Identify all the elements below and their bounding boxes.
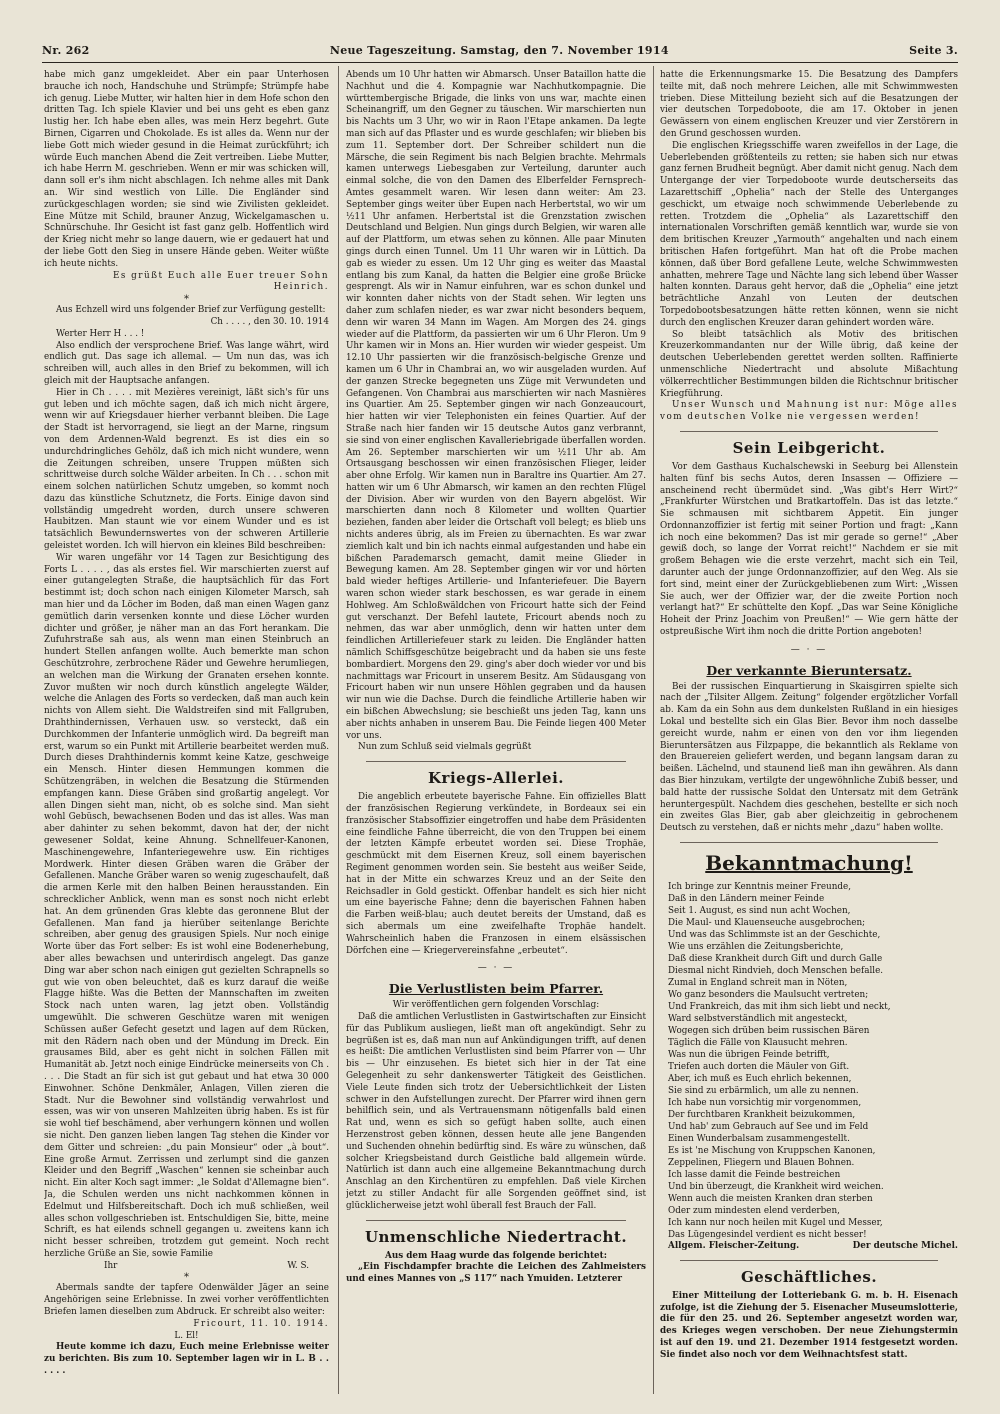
- separator-star: *: [184, 294, 189, 306]
- poem-line: Und Frankreich, das mit ihm sich liebt und neckt,: [668, 1002, 891, 1013]
- letter-text: Abends um 10 Uhr hatten wir Abmarsch. Unser Bataillon hatte die Nachhut und die 4. Kompagnie war Nachhutkompagnie. Die württembergische Brigade, die links von uns war, machte einen Scheinangriff, um den Gegner zu täuschen. Wir marschierten nun bis Nachts um 3 Uhr, wo wir in Raon l'Etape ankamen. Da legte man sich auf das Pflaster und es wurde geschlafen; wir blieben bis zum 11. September dort. Der Schreiber schildert nun die Märsche, die sein Regiment bis nach Belgien brachte. Mehrmals kamen unterwegs Liebesgaben zur Verteilung, darunter auch einmal solche, die von den Damen des Elberfelder Fernsprech-Amtes gesammelt waren. Wir lesen dann weiter: Am 23. September gings weiter über Eupen nach Herbertstal, wo wir um ½11 Uhr anfamen. Herbertstal ist die Grenzstation zwischen Deutschland und Belgien. Nun gings durch Belgien, wir waren alle auf der Plattform, um etwas sehen zu können. Alle paar Minuten gings durch einen Tunnel. Um 11 Uhr waren wir in Lüttich. Da gab es wieder zu essen. Um 12 Uhr ging es weiter das Maastal entlang bis zum Kanal, da hatten die Belgier eine große Brücke gesprengt. Als wir in Namur einfuhren, war es schon dunkel und wir konnten daher nichts von der Stadt sehen. Wir legten uns daher zum schlafen nieder, es war zwar nicht besonders bequem, denn wir waren 34 Mann im Wagen. Am Morgen des 24. gings wieder auf die Plattform, da passierten wir um 6 Uhr Fleron. Um 9 Uhr kamen wir in Mons an. Hier wurden wir wieder gespeist. Um 12.10 Uhr passierten wir die französisch-belgische Grenze und kamen um 6 Uhr in Chambrai an, wo wir ausgeladen wurden. Auf der ganzen Strecke begegneten uns Züge mit Verwundeten und Gefangenen. Von Chambrai aus marschierten wir nach Masnières ins Quartier. Am 25. September gingen wir nach Gonzeaucourt, hier hatten wir vier Telephonisten ein feines Quartier. Auf der Straße nach hier fanden wir 15 deutsche Autos ganz verbrannt, sie sind von einer englischen Kavalleriebrigade überfallen worden. Am 26. September marschierten wir um ½11 Uhr ab. Am Ortsausgang beschossen wir einen französischen Flieger, leider aber ohne Erfolg. Wir kamen nun in Baraltre ins Quartier. Am 27. hatten wir um 6 Uhr Abmarsch, wir kamen an den rechten Flügel der Division. Aber wir wurden von den Bayern abgelöst. Wir marschierten dann noch 8 Kilometer und wollten Quartier beziehen, fanden aber leider die Ortschaft voll belegt; es blieb uns nichts anderes übrig, als im Freien zu übernachten. Es war zwar ziemlich kalt und bin ich nachts einmal aufgestanden und habe ein bißchen Parademarsch gemacht, damit meine Glieder in Bewegung kamen. Am 28. September gingen wir vor und hörten bald wieder heftiges Artillerie- und Infanteriefeuer. Die Bayern waren schon wieder stark beschossen, es war gerade in einem Hohlweg. Am Schloßwäldchen von Fricourt hatte sich der Feind gut verschanzt. Der Befehl lautete, Fricourt abends noch zu nehmen, das war aber unmöglich, denn wir hatten unter dem feindlichen Artilleriefeuer stark zu leiden. Die Engländer hatten nämlich Schiffsgeschütze beigebracht und da haben sie uns feste bombardiert. Morgens den 29. ging's aber doch wieder vor und bis nachmittags war Fricourt in unserem Besitz. Am Südausgang von Fricourt haben wir nun unsere Höhlen gegraben und da hausen wir nun wie die Dachse. Durch die feindliche Artillerie haben wir ein bißchen Abwechslung; sie beschießt uns jeden Tag, kann uns aber nichts anhaben in unserem Bau. Die Feinde liegen 400 Meter vor uns.: [346, 70, 646, 741]
- section-rule: [366, 761, 626, 762]
- separator-ornament: — · —: [790, 644, 828, 655]
- poem-line: Wogegen sich drüben beim russischen Bären: [668, 1026, 870, 1037]
- issue-number: Nr. 262: [42, 43, 90, 57]
- heading-niedertracht: Unmenschliche Niedertracht.: [364, 1227, 628, 1246]
- column-3: [660, 70, 958, 1394]
- letter-signature: [44, 1261, 329, 1273]
- poem-footer: [668, 1241, 958, 1253]
- letter-dateline: Ch . . . . , den 30. 10. 1914: [210, 316, 329, 327]
- article-text: „Ein Fischdampfer brachte die Leichen des Zahlmeisters und eines Mannes von „S 117“ nach Ymuiden. Letzterer: [346, 1262, 646, 1285]
- letter-text: Wir waren ungefähr vor 14 Tagen zur Besichtigung des Forts L . . . . , das als erstes fiel. Wir marschierten zuerst auf einer gutangelegten Straße, die hauptsächlich für das Fort bestimmt ist; doch schon nach einigen Kilometer Marsch, sah man hier und da Löcher im Boden, daß man einen Wagen ganz gemütlich darin versenken konnte und diese Löcher wurden dichter und größer, je näher man an das Fort herankam. Die Zufuhrstraße sah aus, als wenn man einen Steinbruch an hundert Stellen anfangen wollte. Auch bemerkte man schon Geschützrohre, zerbrochene Räder und Gewehre herumliegen, an welchen man die Wirkung der Granaten ersehen konnte. Zuvor mußten wir noch durch künstlich angelegte Wälder, welche die Anlagen des Forts so verdecken, daß man auch kein nichts von Allem sieht. Die Waldstreifen sind mit Fallgruben, Drahthindernissen, Verhauen usw. so versteckt, daß ein Durchkommen der Infanterie unmöglich wird. Da begreift man erst, warum so ein Punkt mit Artillerie bearbeitet werden muß. Durch dieses Drahthindernis kommt keine Katze, geschweige ein Mensch. Hinter diesen Hemmungen kommen die Schützengräben, in welchen die Besatzung die Stürmenden empfangen kann. Diese Gräben sind großartig angelegt. Vor allen Dingen sieht man, nicht, ob es solche sind. Man sieht wohl Gebüsch, bewachsenen Boden und das ist alles. Was man aber dahinter zu sehen bekommt, davon hat der, der nicht gewesener Soldat, keine Ahnung. Schnellfeuer-Kanonen, Maschinengewehre, Infanteriegewehre usw. Ein richtiges Mordwerk. Hinter diesen Gräben waren die Gräber der Gefallenen. Manche Gräber waren so wenig zugeschaufelt, daß die armen Kerle mit den halben Beinen herausstanden. Ein schrecklicher Anblick, wenn man es sonst noch nicht erlebt hat. An dem grünenden Gras klebte das geronnene Blut der Gefallenen. Man fand ja hierüber seitenlange Berichte schreiben, aber genug des grausigen Spiels. Nur noch einige Worte über das Fort selber: Es ist wohl eine Bodenerhebung, aber alles bewachsen und unterirdisch angelegt. Das ganze Ding war aber schon nach einigen gut gezielten Schrapnells so gut wie von oben beleuchtet, daß es kurz darauf die weiße Flagge hißte. Was die Betten der Mannschaften im zweiten Stock nach unten waren, lag jetzt oben. Vollständig umgewühlt. Die schweren Geschütze waren mit wenigen Schüssen außer Gefecht gesetzt und lagen auf dem Rücken, mit den Rädern nach oben und der Mündung im Dreck. Ein grausames Bild, aber es geht nicht in solchen Fällen mit Humanität ab. Jetzt noch einige Eindrücke meinerseits von Ch . . . . Die Stadt an für sich ist gut gebaut und hat etwa 30 000 Einwohner. Schöne Denkmäler, Anlagen, Villen zieren die Stadt. Nur die Bewohner sind vollständig verwahrlost und essen, was wir von unseren Mahlzeiten übrig haben. Es ist für sie wohl tief beschämend, aber verhungern können und wollen sie nicht. Den ganzen lieben langen Tag stehen die Kinder vor dem Gitter und schreien: „du pain Monsieur“ oder „à bout“. Eine große Armut. Zerrissen und zerlumpt sind die ganzen Kleider und den Begriff „Waschen“ kennen sie scheinbar auch nicht. Ein alter Koch sagt immer: „le Soldat d'Allemagne bien“. Ja, die Schulen werden uns nicht nachkommen können in Edelmut und Hilfsbereitschaft. Doch ich muß schließen, weil alles schon vollgeschrieben ist. Entschuldigen Sie, bitte, meine Schrift, es hat eilends schnell gegangen u. zweitens kann ich nicht besser schreiben, trotzdem gut gemeint. Noch recht herzliche Grüße an Sie, sowie Familie: [44, 552, 329, 1259]
- article-appeal: Unser Wunsch und Mahnung ist nur: Möge alles vom deutschen Volke nie vergessen werden!: [660, 400, 958, 423]
- article-text: So bleibt tatsächlich als Motiv des britischen Kreuzerkommandanten nur der Wille übrig, daß keine der deutschen Ueberlebenden gerettet werden sollten. Raffinierte unmenschliche Niedertracht und absolute Mißachtung völkerrechtlicher Bestimmungen bilden die Richtschnur britischer Kriegführung.: [660, 329, 958, 399]
- header-rule: [42, 62, 958, 63]
- article-lead: Wir veröffentlichen gern folgenden Vorschlag:: [392, 1000, 600, 1011]
- poem-line: Was nun die übrigen Feinde betrifft,: [668, 1050, 830, 1061]
- column-divider: [653, 66, 654, 1394]
- signature-left: Ihr: [104, 1260, 118, 1271]
- separator-star: *: [184, 1272, 189, 1284]
- article-text: hatte die Erkennungsmarke 15. Die Besatzung des Dampfers teilte mit, daß noch mehrere Leichen, alle mit Schwimmwesten trieben. Diese Mitteilung bezieht sich auf die Besatzungen der vier deutschen Torpedoboote, die am 17. Oktober in jenen Gewässern von einem englischen Kreuzer und vier Zerstörern in den Grund geschossen wurden.: [660, 70, 958, 139]
- heading-verlustlisten: Die Verlustlisten beim Pfarrer.: [388, 981, 604, 997]
- poem-line: Einen Wunderbalsam zusammengestellt.: [668, 1134, 850, 1145]
- section-rule: [680, 842, 938, 843]
- column-1: [44, 70, 329, 1394]
- letter-dateline: Fricourt, 11. 10. 1914.: [193, 1318, 329, 1329]
- letter-text: Heute komme ich dazu, Euch meine Erlebnisse weiter zu berichten. Bis zum 10. September lagen wir in L. B . . . . . .: [44, 1342, 329, 1377]
- poem-line: Diesmal nicht Rindvieh, doch Menschen befalle.: [668, 966, 884, 977]
- letter-text: habe mich ganz umgekleidet. Aber ein paar Unterhosen brauche ich noch, Handschuhe und Strümpfe; Strümpfe habe ich genug. Liebe Mutter, wir halten hier in dem Hofe schon den dritten Tag. Ich spiele Klavier und bei uns geht es eben ganz lustig her. Ich habe eben alles, was mein Herz begehrt. Gute Birnen, Cigarren und Chokolade. Es ist alles da. Wenn nur der liebe Gott mich wieder gesund in die Heimat zurückführt; ich würde Euch manchen Abend die Zeit vertreiben. Liebe Mutter, ich habe Herrn M. geschrieben. Wenn er mir was schicken will, dann soll er's ihm nicht abschlagen. Ich nehme alles mit Dank an. Wir sind westlich von Lille. Die Engländer sind zurückgeschlagen worden; sie sind wie Zivilisten gekleidet. Eine Mütze mit Schild, brauner Anzug, Wickelgamaschen u. Schnürschuhe. Ihr Gesicht ist fast ganz gelb. Hoffentlich wird der Krieg nicht mehr so lange dauern, wie er gedauert hat und der liebe Gott den Sieg in unsere Hände geben. Weiter wüßte ich heute nichts.: [44, 70, 329, 269]
- letter-salutation: L. El!: [174, 1330, 199, 1341]
- poem-line: Ward selbstverständlich mit angesteckt,: [668, 1014, 848, 1025]
- article-text: Die angeblich erbeutete bayerische Fahne. Ein offizielles Blatt der französischen Regierung verkündete, in Bordeaux sei ein französischer Stabsoffizier eingetroffen und habe dem Präsidenten eine feindliche Fahne überreicht, die von den Truppen bei einem der letzten Kämpfe erbeutet worden sei. Diese Trophäe, geschmückt mit dem Eisernen Kreuz, soll einem bayerischen Regiment genommen worden sein. Sie besteht aus weißer Seide, hat in der Mitte ein schwarzes Kreuz und an der Seite den Reichsadler in Gold gestickt. Offenbar handelt es sich hier nicht um eine bayerische Fahne; denn die bayerischen Fahnen haben die Farben weiß-blau; auch deutet bereits der Umstand, daß es sich abermals um eine zweifelhafte Trophäe handelt. Wahrscheinlich haben die Franzosen in einem elsässischen Dörfchen eine — Kriegervereinsfahne „erbeutet“.: [346, 792, 646, 956]
- heading-leibgericht: Sein Leibgericht.: [732, 438, 886, 457]
- letter-text: Hier in Ch . . . . mit Mezières vereinigt, läßt sich's für uns gut leben und ich möchte sagen, daß ich mich nicht ärgere, wenn wir auf Kriegsdauer hierher verbannt bleiben. Die Lage der Stadt ist hervorragend, sie liegt an der Marne, ringsum von dem Ardennen-Wald begrenzt. Es ist dies ein so undurchdringliches Gehölz, daß ich mich nicht wundere, wenn die Zeitungen schreiben, unsere Truppen müßten sich schrittweise durch solche Wälder arbeiten. In Ch . . . schon mit einem solchen natürlichen Schutz umgeben, so kommt noch dazu das künstliche Schutznetz, die Forts. Einige davon sind vollständig umgedreht worden, durch unsere schweren Haubitzen. Man staunt wie vor einem Wunder und es ist tatsächlich Bewundernswertes von der schweren Artillerie geleistet worden. Ich will hiervon ein kleines Bild beschreiben:: [44, 387, 329, 552]
- poem-line: Und hab' zum Gebrauch auf See und im Feld: [668, 1122, 869, 1133]
- poem-line: Die Maul- und Klauenseuche ausgebrochen;: [668, 918, 866, 929]
- heading-kriegs-allerlei: Kriegs-Allerlei.: [428, 769, 564, 788]
- poem: [668, 881, 958, 1241]
- signature-right: W. S.: [287, 1260, 309, 1271]
- letter-text: Also endlich der versprochene Brief. Was lange währt, wird endlich gut. Das sage ich allemal. — Um nun das, was ich schreiben will, auch alles in den Brief zu bekommen, will ich gleich mit der Hauptsache anfangen.: [44, 340, 329, 386]
- poem-line: Und was das Schlimmste ist an der Geschichte,: [668, 930, 881, 941]
- poem-line: Ich bringe zur Kenntnis meiner Freunde,: [668, 882, 852, 893]
- poem-source: Allgem. Fleischer-Zeitung.: [668, 1241, 800, 1252]
- poem-line: Wie uns erzählen die Zeitungsberichte,: [668, 942, 844, 953]
- separator-ornament: — · —: [477, 963, 515, 974]
- poem-line: Der furchtbaren Krankheit beizukommen,: [668, 1110, 856, 1121]
- letter-closing: Nun zum Schluß seid vielmals gegrüßt: [358, 742, 532, 753]
- poem-line: Ich kann nur noch heilen mit Kugel und Messer,: [668, 1218, 883, 1229]
- article-text: Vor dem Gasthaus Kuchalschewski in Seeburg bei Allenstein halten fünf bis sechs Autos, deren Insassen — Offiziere — anscheinend recht übermüdet sind. „Was gibt's Herr Wirt?“ „Frankfurter Würstchen und Bratkartoffeln. Das ist das letzte.“ Sie schmausen mit sichtbarem Appetit. Ein junger Ordonnanzoffizier ist fertig mit seiner Portion und fragt: „Kann ich noch eine bekommen? Das ist mir gerade so gerne!“ „Aber gewiß doch, so lange der Vorrat reicht!“ Nachdem er sie mit großem Behagen wie die erste verzehrt, macht sich ein Teil, darunter auch der junge Ordonnanzoffizier, auf den Weg. Als sie fort sind, meint einer der Zurückgebliebenen zum Wirt: „Wissen Sie auch, wer der Offizier war, der die zweite Portion noch verlangt hat?“ Er schüttelte den Kopf. „Das war Seine Königliche Hoheit der Prinz Joachim von Preußen!“ — Wie gern hätte der ostpreußische Wirt ihm noch die dritte Portion angeboten!: [660, 461, 958, 638]
- poem-line: Ich lasse damit die Feinde bestreichen: [668, 1170, 841, 1181]
- poem-line: Sie sind zu erbärmlich, um alle zu nennen.: [668, 1086, 859, 1097]
- article-text: Bei der russischen Einquartierung in Skaisgirren spielte sich nach der „Tilsiter Allgem. Zeitung“ folgender ergötzlicher Vorfall ab. Kam da ein Sohn aus dem dunkelsten Rußland in ein hiesiges Lokal und bestellte sich ein Glas Bier. Bevor ihm noch dasselbe gereicht wurde, nahm er einen von den vor ihm liegenden Bieruntersätzen aus Filzpappe, die bekanntlich als Reklame von den Brauereien geliefert werden, und begann langsam daran zu beißen. Lächelnd, und staunend ließ man ihn gewähren. Als dann das Bier hinzukam, vertilgte der ungewöhnliche Zubiß besser, und bald hatte der russische Soldat den Untersatz mit dem Getränk heruntergespült. Nachdem dies geschehen, bestellte er sich noch ein zweites Glas Bier, gab aber gleichzeitig in gebrochenem Deutsch zu verstehen, daß er nichts mehr „dazu“ haben wollte.: [660, 681, 958, 834]
- poem-line: Wenn auch die meisten Kranken dran sterben: [668, 1194, 873, 1205]
- letter-closing: Es grüßt Euch alle Euer treuer Sohn Heinrich.: [112, 270, 329, 293]
- poem-line: Daß diese Krankheit durch Gift und durch Galle: [668, 954, 883, 965]
- poem-signature: Der deutsche Michel.: [852, 1241, 958, 1252]
- page-number: Seite 3.: [909, 43, 958, 57]
- poem-line: Oder zum mindesten elend verderben,: [668, 1206, 840, 1217]
- section-rule: [680, 1260, 938, 1261]
- article-lead: Aus dem Haag wurde das folgende berichtet:: [385, 1250, 607, 1261]
- poem-line: Wo ganz besonders die Maulsucht vertreten;: [668, 990, 869, 1001]
- poem-line: Und bin überzeugt, die Krankheit wird weichen.: [668, 1182, 884, 1193]
- poem-line: Seit 1. August, es sind nun acht Wochen,: [668, 906, 851, 917]
- letter-intro: Abermals sandte der tapfere Odenwälder Jäger an seine Angehörigen seine Erlebnisse. In zwei vorher veröffentlichten Briefen lamen dieselben zum Abdruck. Er schreibt also weiter:: [44, 1283, 329, 1318]
- masthead: Neue Tageszeitung. Samstag, den 7. November 1914: [329, 43, 669, 57]
- heading-bekanntmachung: Bekanntmachung!: [705, 851, 913, 876]
- poem-line: Triefen auch dorten die Mäuler von Gift.: [668, 1062, 850, 1073]
- poem-line: Zumal in England schreit man in Nöten,: [668, 978, 848, 989]
- poem-line: Aber, ich muß es Euch ehrlich bekennen,: [668, 1074, 852, 1085]
- heading-geschaeftliches: Geschäftliches.: [740, 1267, 878, 1286]
- article-text: Die englischen Kriegsschiffe waren zweifellos in der Lage, die Ueberlebenden größtenteils zu retten; sie haben sich nur etwas ganz fernen Brudheit begnügt. Aber damit nicht genug. Nach dem Untergange der vier Torpedoboote wurde deutscherseits das Lazarettschiff „Ophelia“ nach der Stelle des Unterganges geschickt, um etwaige noch schwimmende Ueberlebende zu retten. Trotzdem die „Ophelia“ als Lazarettschiff den internationalen Vorschriften gemäß kenntlich war, wurde sie von dem britischen Kreuzer „Yarmouth“ angehalten und nach einem britischen Hafen fortgeführt. Man hat oft die Probe machen können, daß über Bord gefallene Leute, welche Schwimmwesten anhatten, mehrere Tage und Nächte lang sich lebend über Wasser halten konnten. Daraus geht hervor, daß die „Ophelia“ eine jetzt beträchtliche Anzahl von Leuten der deutschen Torpedobootsbesatzungen hätte retten können, wenn sie nicht durch den englischen Kreuzer daran gehindert worden wäre.: [660, 140, 958, 328]
- letter-salutation: Werter Herr H . . . !: [56, 328, 145, 339]
- column-2: [346, 70, 646, 1394]
- letter-intro: Aus Echzell wird uns folgender Brief zur Verfügung gestellt:: [56, 305, 326, 316]
- article-text: Einer Mitteilung der Lotteriebank G. m. b. H. Eisenach zufolge, ist die Ziehung der 5. Eisenacher Museumslotterie, die für den 25. und 26. September angesetzt worden war, des Krieges wegen verschoben. Der neue Ziehungstermin ist auf den 19. und 21. Dezember 1914 festgesetzt worden. Sie findet also noch vor dem Weihnachtsfest statt.: [660, 1290, 958, 1360]
- page-header: [42, 40, 958, 60]
- heading-bieruntersatz: Der verkannte Bieruntersatz.: [706, 662, 912, 678]
- poem-line: Daß in den Ländern meiner Feinde: [668, 894, 825, 905]
- poem-line: Zeppelinen, Fliegern und Blauen Bohnen.: [668, 1158, 855, 1169]
- article-text: Daß die amtlichen Verlustlisten in Gastwirtschaften zur Einsicht für das Publikum ausliegen, ließt man oft angekündigt. Sehr zu begrüßen ist es, daß man nun auf Ankündigungen trifft, auf denen es heißt: Die amtlichen Verlustlisten sind beim Pfarrer von — Uhr bis — Uhr einzusehen. Es bietet sich hier in der Tat eine Gelegenheit zu sehr dankenswerter Tätigkeit des Geistlichen. Viele Leute finden sich trotz der Uebersichtlichkeit der Listen schwer in den Aufstellungen zurecht. Der Pfarrer wird ihnen gern behilflich sein, und als Vertrauensmann nötigenfalls bald einen Rat und, wenn es sich so gefügt haben sollte, auch einen Herzenstrost geben können, dessen heute alle jene Bangenden und Suchenden ohnehin bedürftig sind. Es wäre zu wünschen, daß solcher Kriegsbeistand durch Geistliche bald allgemein würde. Natürlich ist dann auch eine allgemeine Bekanntmachung durch Anschlag an den Kirchentüren zu empfehlen. Daß viele Kirchen jetzt zu stiller Andacht für alle Sorgenden geöffnet sind, ist glücklicherweise jetzt wohl überall fest Brauch der Fall.: [346, 1011, 646, 1211]
- poem-line: Täglich die Fälle von Klausucht mehren.: [668, 1038, 848, 1049]
- section-rule: [680, 431, 938, 432]
- section-rule: [366, 1220, 626, 1221]
- poem-line: Das Lügengesindel verdient es nicht besser!: [668, 1230, 867, 1241]
- column-divider: [338, 66, 339, 1394]
- poem-line: Ich habe nun vorsichtig mir vorgenommen,: [668, 1098, 862, 1109]
- poem-line: Es ist 'ne Mischung von Kruppschen Kanonen,: [668, 1146, 876, 1157]
